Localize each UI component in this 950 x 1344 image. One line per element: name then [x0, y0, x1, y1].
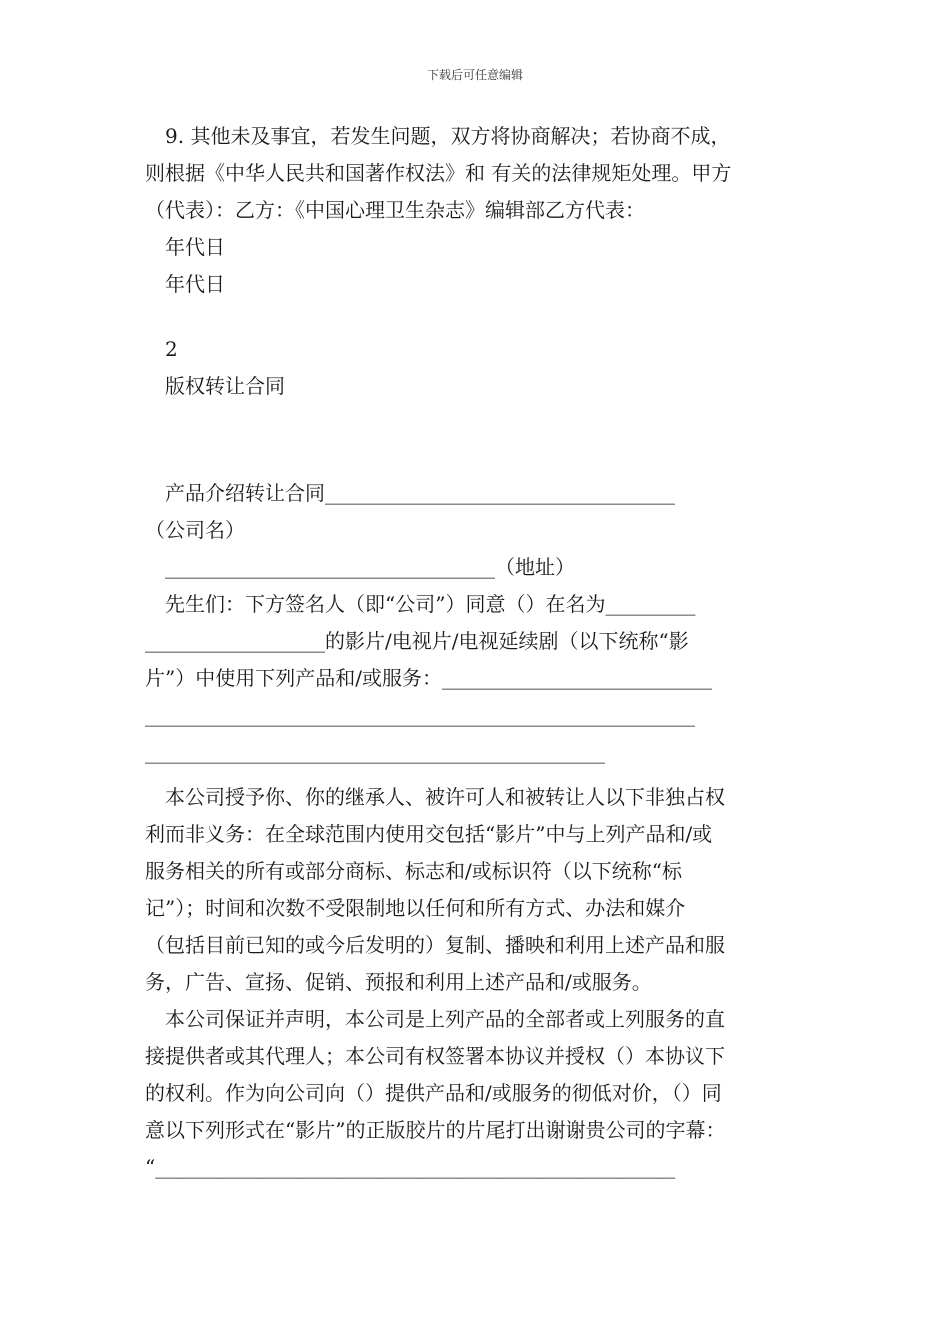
para2-line-4: 记”）；时间和次数不受限制地以任何和所有方式、办法和媒介 — [145, 896, 686, 920]
contract-line-4: 先生们：下方签名人（即“公司”）同意（）在名为_________ — [165, 592, 696, 616]
contract-line-7: _______________________________________________________ — [145, 703, 695, 727]
para3-line-3: 的权利。作为向公司向（）提供产品和/或服务的彻低对价，（）同 — [145, 1081, 722, 1105]
document-title: 版权转让合同 — [165, 374, 285, 398]
contract-line-2: （公司名） — [145, 518, 245, 542]
para2-line-6: 务，广告、宣扬、促销、预报和利用上述产品和/或服务。 — [145, 970, 652, 994]
para2-line-5: （包括目前已知的或今后发明的）复制、播映和利用上述产品和服 — [145, 933, 725, 957]
contract-line-1: 产品介绍转让合同___________________________________ — [165, 481, 675, 505]
section9-line-3: （代表）：乙方：《中国心理卫生杂志》编辑部乙方代表： — [145, 198, 645, 222]
contract-line-8: ______________________________________________ — [145, 740, 605, 764]
para2-line-3: 服务相关的所有或部分商标、标志和/或标识符（以下统称“标 — [145, 859, 682, 883]
para3-line-4: 意以下列形式在“影片”的正版胶片的片尾打出谢谢贵公司的字幕： — [145, 1118, 726, 1142]
contract-line-6: 片”）中使用下列产品和/或服务：___________________________ — [145, 666, 712, 690]
document-body — [145, 118, 805, 1186]
section9-line-2: 则根据《中华人民共和国著作权法》和 有关的法律规矩处理。甲方 — [145, 161, 732, 185]
page-header: 下载后可任意编辑 — [426, 68, 523, 82]
contract-line-5: __________________的影片/电视片/电视延续剧（以下统称“影 — [145, 629, 689, 653]
section9-line-4: 年代日 — [165, 235, 225, 259]
section9-line-1: 9. 其他未及事宜，若发生问题，双方将协商解决；若协商不成， — [165, 124, 731, 148]
contract-line-3: _________________________________（地址） — [165, 555, 575, 579]
para3-line-5: “____________________________________________________ — [145, 1155, 676, 1179]
page-number: 2 — [165, 337, 178, 361]
section9-line-5: 年代日 — [165, 272, 225, 296]
para3-line-2: 接提供者或其代理人；本公司有权签署本协议并授权（）本协议下 — [145, 1044, 725, 1068]
para2-line-2: 利而非义务：在全球范围内使用交包括“影片”中与上列产品和/或 — [145, 822, 713, 846]
para3-line-1: 本公司保证并声明，本公司是上列产品的全部者或上列服务的直 — [165, 1007, 725, 1031]
para2-line-1: 本公司授予你、你的继承人、被许可人和被转让人以下非独占权 — [165, 785, 725, 809]
